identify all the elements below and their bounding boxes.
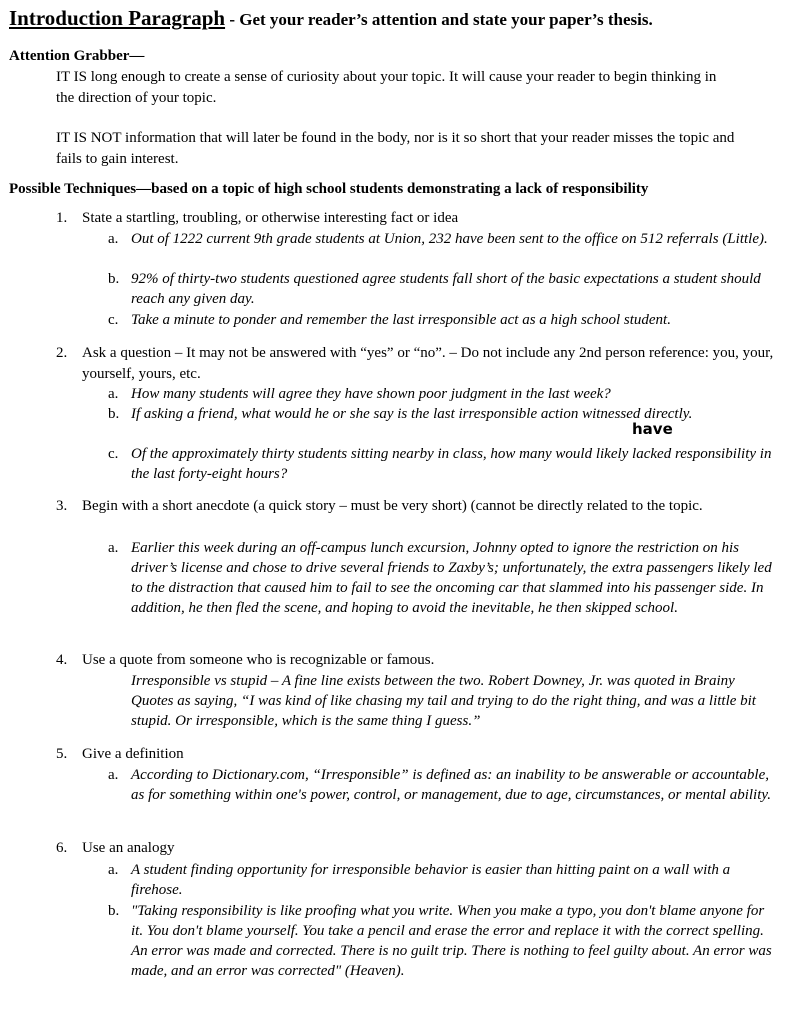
sub-label: a. — [108, 231, 119, 247]
sub-label: b. — [108, 271, 120, 287]
technique-number: 6. — [56, 840, 68, 856]
technique-text: State a startling, troubling, or otherwise interesting fact or idea — [82, 210, 459, 226]
sub-text: How many students will agree they have shown poor judgment in the last week? — [131, 386, 611, 402]
sub-label: a. — [108, 862, 119, 878]
attention-is-not-paragraph: IT IS NOT information that will later be found in the body, nor is it so short that your reader misses the topic and fails to gain interest. — [56, 130, 735, 167]
technique-text: Begin with a short anecdote (a quick story – must be very short) (cannot be directly related to the topic. — [82, 498, 703, 514]
technique-text: Use an analogy — [82, 840, 175, 856]
technique-number: 3. — [56, 498, 68, 514]
attention-is-paragraph: IT IS long enough to create a sense of curiosity about your topic. It will cause your reader to begin thinking in the direction of your topic. — [56, 69, 717, 106]
technique-number: 5. — [56, 746, 68, 762]
sub-label: a. — [108, 386, 119, 402]
technique-text: Give a definition — [82, 746, 184, 762]
sub-label: c. — [108, 446, 119, 462]
sub-text: 92% of thirty-two students questioned agree students fall short of the basic expectations a student should reach any given day. — [131, 271, 761, 307]
sub-label: c. — [108, 312, 119, 328]
page-title — [9, 6, 653, 31]
sub-text: Out of 1222 current 9th grade students at Union, 232 have been sent to the office on 512 referrals (Little). — [131, 231, 768, 247]
sub-text: Of the approximately thirty students sitting nearby in class, how many would likely lacked responsibility in the last forty-eight hours? — [131, 446, 772, 482]
sub-text: If asking a friend, what would he or she say is the last irresponsible action witnessed directly. — [131, 406, 693, 422]
technique-number: 2. — [56, 345, 68, 361]
technique-text: Use a quote from someone who is recognizable or famous. — [82, 652, 435, 668]
technique-text: Ask a question – It may not be answered with “yes” or “no”. – Do not include any 2nd person reference: you, your, yourself, yours, etc. — [82, 345, 774, 382]
technique-number: 1. — [56, 210, 68, 226]
techniques-heading: Possible Techniques—based on a topic of high school students demonstrating a lack of responsibility — [9, 181, 649, 197]
sub-label: a. — [108, 767, 119, 783]
sub-label: a. — [108, 540, 119, 556]
title-main: Introduction Paragraph — [9, 6, 226, 30]
sub-text: According to Dictionary.com, “Irresponsible” is defined as: an inability to be answerable or accountable, as for something within one's power, control, or management, due to age, circumstances, or mental ability. — [131, 767, 771, 803]
quote-text: Irresponsible vs stupid – A fine line exists between the two. Robert Downey, Jr. was quoted in Brainy Quotes as saying, “I was kind of like chasing my tail and trying to do the right thing, and was a little bit stupid. Or irresponsible, which is the same thing I guess.” — [131, 673, 756, 729]
sub-text: Take a minute to ponder and remember the last irresponsible act as a high school student. — [131, 312, 671, 328]
attention-grabber-heading: Attention Grabber— — [9, 48, 145, 64]
sub-label: b. — [108, 903, 120, 919]
technique-number: 4. — [56, 652, 68, 668]
sub-text: A student finding opportunity for irresponsible behavior is easier than hitting paint on a wall with a firehose. — [131, 862, 731, 898]
title-subtitle: - Get your reader’s attention and state your paper’s thesis. — [225, 10, 653, 29]
sub-text: Earlier this week during an off-campus lunch excursion, Johnny opted to ignore the restriction on his driver’s license and chose to drive several friends to Zaxby’s; unfortunately, the extra passengers likely led to the distraction that caused him to fail to see the oncoming car that slammed into his passenger side. In addition, he then fled the scene, and hoping to avoid the inevitable, he then skipped school. — [131, 540, 772, 616]
sub-label: b. — [108, 406, 120, 422]
handwritten-correction-have: have — [632, 420, 673, 438]
sub-text: "Taking responsibility is like proofing what you write. When you make a typo, you don't blame anyone for it. You don't blame yourself. You take a pencil and erase the error and replace it with the correct spelling. An error was made and corrected. There is no guilt trip. There is nothing to feel guilty about. An error was made, and an error was corrected" (Heaven). — [131, 903, 772, 979]
